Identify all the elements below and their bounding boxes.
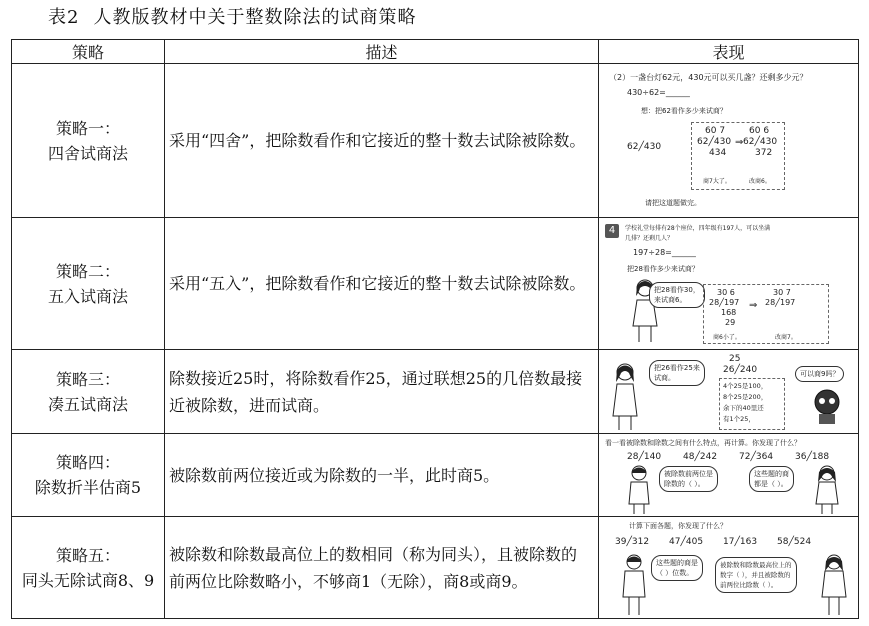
girl-figure-icon <box>811 464 845 514</box>
calc2-quotient: 30 7 <box>773 288 791 297</box>
calc2-product: 372 <box>755 148 773 158</box>
calc1-remainder: 29 <box>725 318 736 327</box>
strategy-method: 同头无除试商8、9 <box>21 570 155 590</box>
bubble-line: 来试商6。 <box>654 296 687 304</box>
bubble-line: 这些题的商 <box>754 470 789 478</box>
bubble-line: 被除数前两位是 <box>664 470 713 478</box>
expression: 72╱364 <box>739 452 774 462</box>
calc2-division: 28╱197 <box>765 298 796 307</box>
bubble-line: 前两位比除数（ ）。 <box>720 581 778 589</box>
speech-bubble <box>715 557 797 593</box>
table-row <box>12 350 859 434</box>
illus-footer: 请把这道题做完。 <box>645 199 701 207</box>
table-title: 人教版教材中关于整数除法的试商策略 <box>93 7 417 28</box>
table-row <box>12 218 859 350</box>
speech-bubble <box>649 360 705 386</box>
strategy-name: 策略一： <box>55 118 120 138</box>
note-change: 改商7。 <box>775 334 797 341</box>
robot-figure-icon <box>807 386 847 426</box>
calc1-quotient: 30 6 <box>717 288 735 297</box>
boy-figure-icon <box>617 553 653 615</box>
header-description: 描述 <box>165 40 599 64</box>
speech-bubble <box>651 555 703 581</box>
header-strategy: 策略 <box>12 40 165 64</box>
strategy-name: 策略四： <box>55 453 120 472</box>
illustration <box>599 517 858 618</box>
expression: 48╱242 <box>683 452 718 462</box>
illustration-cell <box>599 350 859 434</box>
calc-quotient: 25 <box>729 354 741 364</box>
table-row <box>12 434 859 517</box>
bubble-line: 数字（ ），并且被除数的 <box>720 571 791 579</box>
strategy-cell <box>12 64 165 218</box>
calc1-product: 168 <box>721 308 737 317</box>
table-caption <box>48 3 416 29</box>
description-cell: 采用“四舍”，把除数看作和它接近的整十数去试除被除数。 <box>165 64 599 218</box>
bubble-line: 这些题的商是 <box>656 559 698 567</box>
header-row <box>12 40 859 64</box>
table-row <box>12 517 859 619</box>
strategy-cell <box>12 218 165 350</box>
expression: 47╱405 <box>669 537 704 547</box>
description-cell: 被除数和除数最高位上的数相同（称为同头），且被除数的前两位比除数略小，不够商1（无除），商8或商9。 <box>165 517 599 619</box>
strategy-name: 策略二： <box>55 261 120 281</box>
strategy-method: 四舍试商法 <box>47 143 128 163</box>
illus-hint: 把28看作多少来试商？ <box>627 265 699 273</box>
calc1-division: 28╱197 <box>709 298 740 307</box>
illustration-cell <box>599 64 859 218</box>
reasoning-line: 有1个25， <box>723 415 755 423</box>
description-cell: 被除数前两位接近或为除数的一半，此时商5。 <box>165 434 599 517</box>
expression: 36╱188 <box>795 452 830 462</box>
illustration-cell <box>599 434 859 517</box>
table-number: 表2 <box>48 7 80 28</box>
bubble-line: 都是（ ）。 <box>754 480 788 488</box>
calc1-quotient: 60 7 <box>705 126 726 136</box>
bubble-line: 被除数和除数最高位上的 <box>720 561 792 569</box>
speech-bubble <box>749 466 794 492</box>
arrow-icon: ⇒ <box>735 137 744 148</box>
illustration-cell <box>599 517 859 619</box>
reasoning-line: 余下的40里还 <box>723 404 764 412</box>
illus-division: 62╱430 <box>627 142 662 152</box>
boy-figure-icon <box>623 464 657 514</box>
illus-question-2: 几排？还剩几人？ <box>625 235 674 242</box>
bubble-line: 把26看作25来 <box>654 364 700 372</box>
expression: 58╱524 <box>777 537 812 547</box>
illus-question-1: 学校礼堂每排有28个座位，四年级有197人，可以坐满 <box>625 225 771 232</box>
note-too-big: 商7大了。 <box>703 178 731 185</box>
illustration <box>599 434 858 516</box>
strategy-cell <box>12 517 165 619</box>
girl-figure-icon <box>607 360 647 430</box>
bubble-line: 试商。 <box>654 374 675 382</box>
illus-equation: 430÷62=______ <box>627 88 690 97</box>
example-number-badge: 4 <box>605 224 619 238</box>
bubble-line: 把28看作30， <box>654 286 700 294</box>
expression: 28╱140 <box>627 452 662 462</box>
strategy-method: 凑五试商法 <box>47 394 128 414</box>
illus-equation: 197÷28=______ <box>633 248 696 257</box>
note-too-small: 商6小了。 <box>713 334 741 341</box>
bubble-line: （ ）位数。 <box>656 569 694 577</box>
strategy-cell <box>12 434 165 517</box>
illus-hint: 想：把62看作多少来试商？ <box>641 107 727 115</box>
illustration-cell <box>599 218 859 350</box>
illus-question: （2）一盏台灯62元，430元可以买几盏？还剩多少元？ <box>609 73 808 82</box>
calc1-division: 62╱430 <box>697 137 732 147</box>
header-illustration: 表现 <box>599 40 859 64</box>
strategy-cell <box>12 350 165 434</box>
bubble-line: 除数的（ ）。 <box>664 480 705 488</box>
calc1-product: 434 <box>709 148 727 158</box>
speech-bubble: 可以商9吗？ <box>795 366 844 382</box>
girl-figure-icon <box>817 553 853 615</box>
strategy-method: 除数折半估商5 <box>34 478 142 497</box>
speech-bubble <box>659 466 718 492</box>
arrow-icon: ⇒ <box>749 300 758 311</box>
strategy-method: 五入试商法 <box>47 286 128 306</box>
description-cell: 采用“五入”，把除数看作和它接近的整十数去试除被除数。 <box>165 218 599 350</box>
illustration <box>599 350 858 433</box>
illus-question: 计算下面各题，你发现了什么？ <box>629 522 727 530</box>
calc2-division: 62╱430 <box>743 137 778 147</box>
speech-bubble <box>649 282 705 308</box>
calc2-quotient: 60 6 <box>749 126 770 136</box>
illustration <box>599 64 858 217</box>
expression: 39╱312 <box>615 537 650 547</box>
table-row <box>12 64 859 218</box>
strategy-name: 策略五： <box>55 545 120 565</box>
reasoning-line: 4个25是100， <box>723 382 768 390</box>
illustration <box>599 218 858 349</box>
strategy-table <box>11 39 859 619</box>
expression: 17╱163 <box>723 537 758 547</box>
strategy-name: 策略三： <box>55 369 120 389</box>
illus-question: 看一看被除数和除数之间有什么特点，再计算。你发现了什么？ <box>605 439 801 447</box>
calc-division: 26╱240 <box>723 365 758 375</box>
note-change: 改商6。 <box>749 178 771 185</box>
reasoning-line: 8个25是200， <box>723 393 768 401</box>
description-cell: 除数接近25时，将除数看作25，通过联想25的几倍数最接近被除数，进而试商。 <box>165 350 599 434</box>
